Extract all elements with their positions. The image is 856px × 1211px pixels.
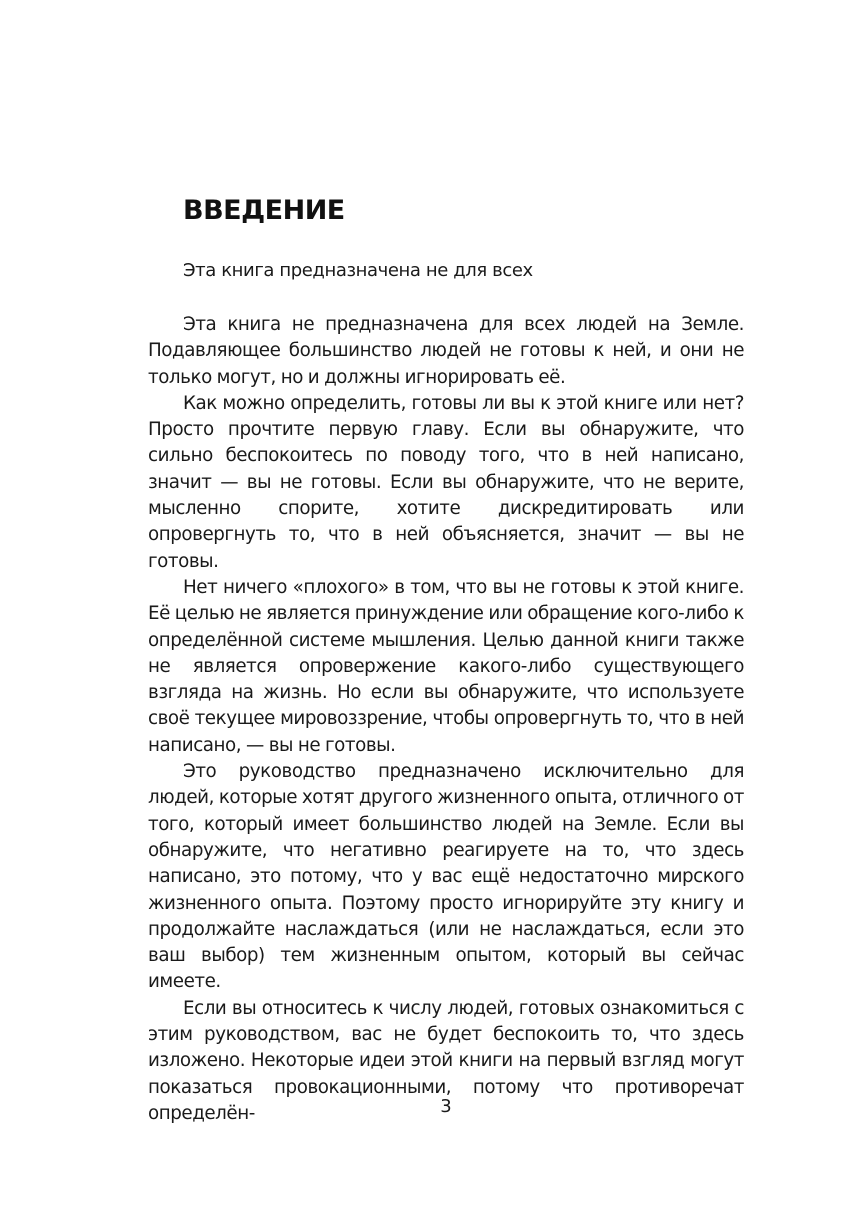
- page-number: 3: [440, 1096, 452, 1117]
- chapter-title: ВВЕДЕНИЕ: [183, 195, 345, 226]
- chapter-subtitle: Эта книга предназначена не для всех: [183, 260, 533, 281]
- paragraph: Это руководство предназначено исключительно для людей, которые хотят другого жизненного опыта, отличного от того, который имеет большинство людей на Земле. Если вы обнаружите, что негативно реагируете на то, что здесь написано, это потому, что у вас ещё недостаточно мирского жизненного опыта. Поэтому просто игнорируйте эту книгу и продолжайте наслаждаться (или не наслаждаться, если это ваш выбор) тем жизненным опытом, который вы сейчас имеете.: [148, 761, 744, 993]
- body-text: [148, 312, 744, 1127]
- paragraph: Нет ничего «плохого» в том, что вы не готовы к этой книге. Её целью не является принуждение или обращение кого-либо к определённой системе мышления. Целью данной книги также не является опровержение какого-либо существующего взгляда на жизнь. Но если вы обнаружите, что используете своё текущее мировоззрение, чтобы опровергнуть то, что в ней написано, — вы не готовы.: [148, 576, 744, 756]
- paragraph: Эта книга не предназначена для всех людей на Земле. Подавляющее большинство людей не готовы к ней, и они не только могут, но и должны игнорировать её.: [148, 314, 744, 388]
- paragraph: Если вы относитесь к числу людей, готовых ознакомиться с этим руководством, вас не будет беспокоить то, что здесь изложено. Некоторые идеи этой книги на первый взгляд могут показаться провокационными, потому что противоречат определён-: [148, 997, 744, 1124]
- paragraph: Как можно определить, готовы ли вы к этой книге или нет? Просто прочтите первую главу. Если вы обнаружите, что сильно беспокоитесь по поводу того, что в ней написано, значит — вы не готовы. Если вы обнаружите, что не верите, мысленно спорите, хотите дискредитировать или опровергнуть то, что в ней объясняется, значит — вы не готовы.: [148, 392, 744, 572]
